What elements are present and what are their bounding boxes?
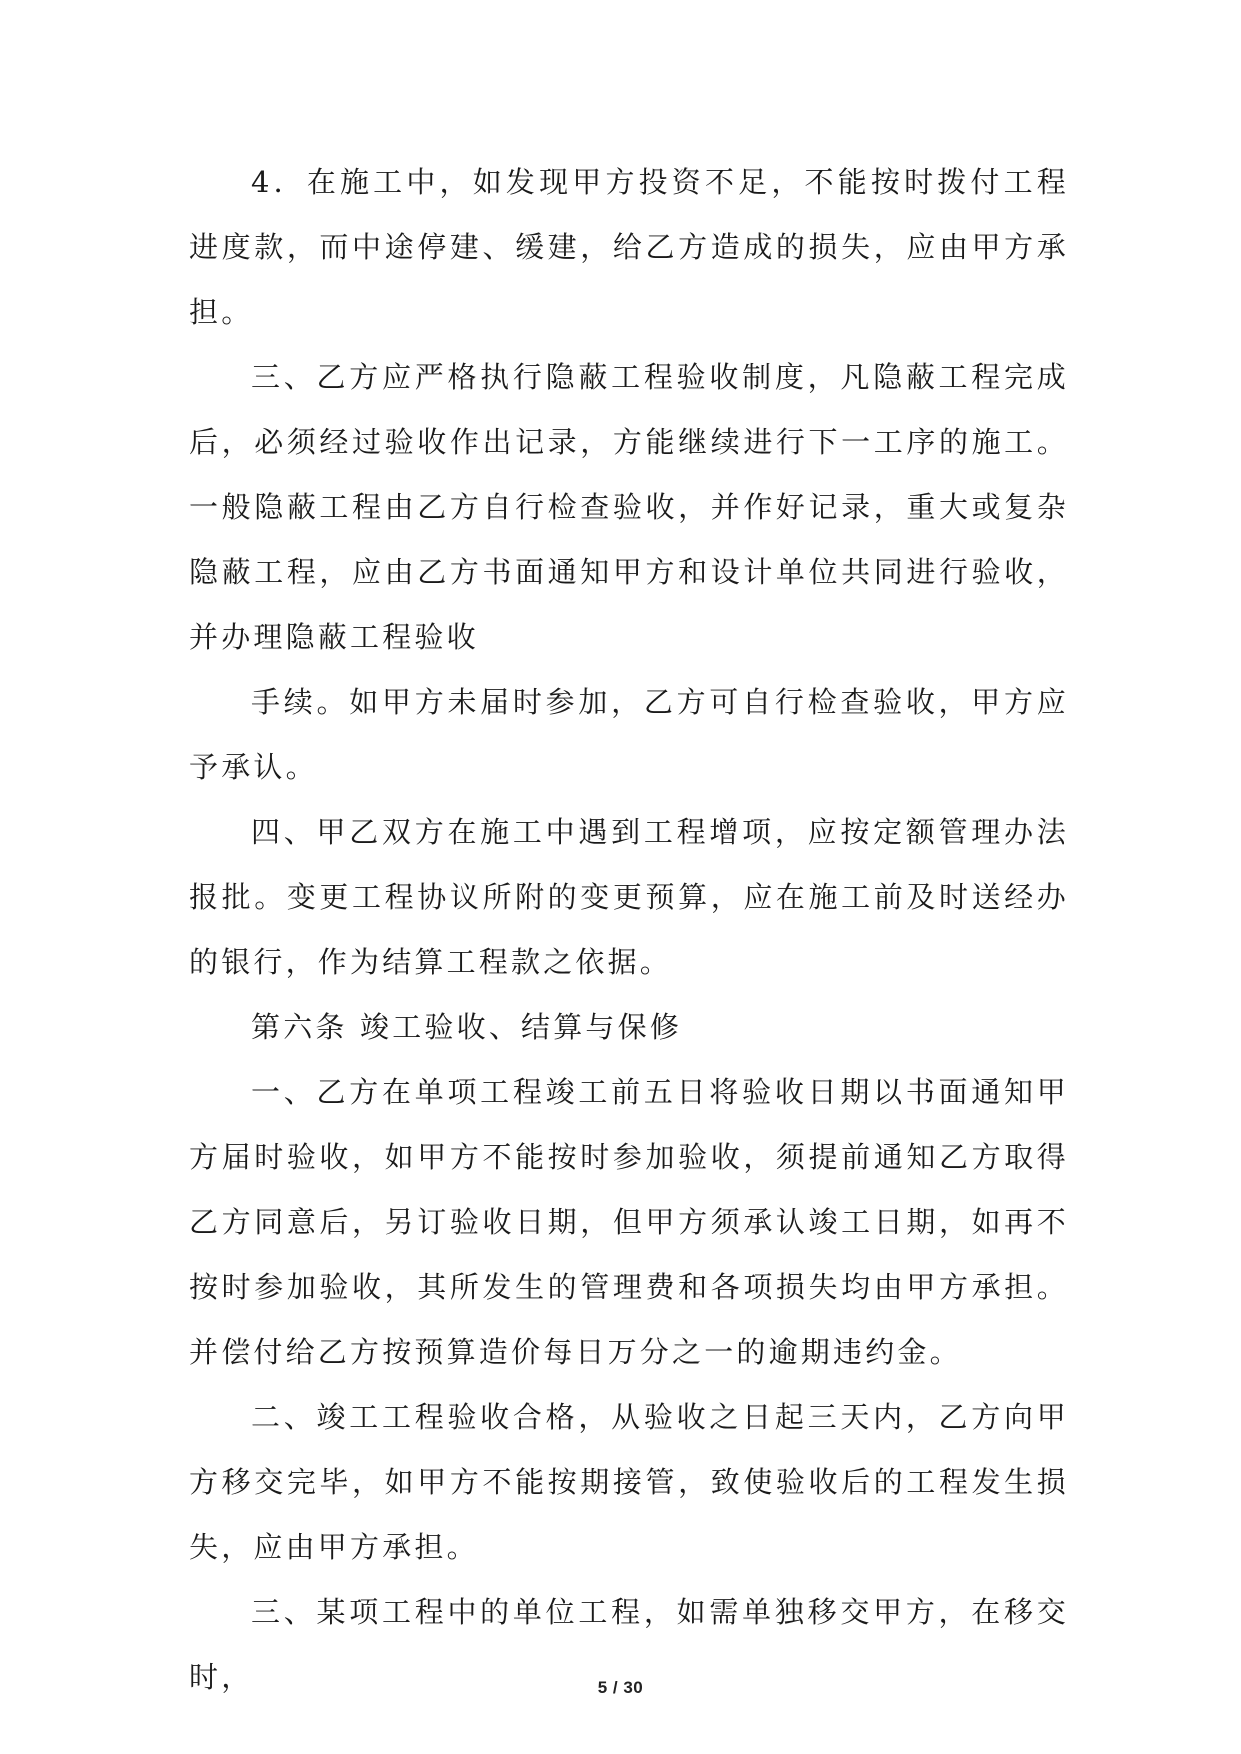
paragraph-item-4: 4．在施工中，如发现甲方投资不足，不能按时拨付工程进度款，而中途停建、缓建，给乙方造成的损失，应由甲方承担。: [189, 165, 1069, 329]
document-body: [189, 150, 1069, 1710]
paragraph-unit-works: 三、某项工程中的单位工程，如需单独移交甲方，在移交时，: [189, 1595, 1069, 1694]
paragraph-additional-items: 四、甲乙双方在施工中遇到工程增项，应按定额管理办法报批。变更工程协议所附的变更预算，应在施工前及时送经办的银行，作为结算工程款之依据。: [189, 815, 1069, 979]
paragraph-handover: 二、竣工工程验收合格，从验收之日起三天内，乙方向甲方移交完毕，如甲方不能按期接管，致使验收后的工程发生损失，应由甲方承担。: [189, 1400, 1069, 1564]
paragraph-procedures: 手续。如甲方未届时参加，乙方可自行检查验收，甲方应予承认。: [189, 685, 1069, 784]
page-number: 5 / 30: [597, 1678, 644, 1697]
article-heading: 第六条 竣工验收、结算与保修: [251, 1010, 683, 1044]
paragraph-acceptance-notice: 一、乙方在单项工程竣工前五日将验收日期以书面通知甲方届时验收，如甲方不能按时参加验收，须提前通知乙方取得乙方同意后，另订验收日期，但甲方须承认竣工日期，如再不按时参加验收，其所发生的管理费和各项损失均由甲方承担。并偿付给乙方按预算造价每日万分之一的逾期违约金。: [189, 1075, 1069, 1369]
paragraph-concealed-works: 三、乙方应严格执行隐蔽工程验收制度，凡隐蔽工程完成后，必须经过验收作出记录，方能继续进行下一工序的施工。一般隐蔽工程由乙方自行检查验收，并作好记录，重大或复杂隐蔽工程，应由乙方书面通知甲方和设计单位共同进行验收，并办理隐蔽工程验收: [189, 360, 1069, 654]
